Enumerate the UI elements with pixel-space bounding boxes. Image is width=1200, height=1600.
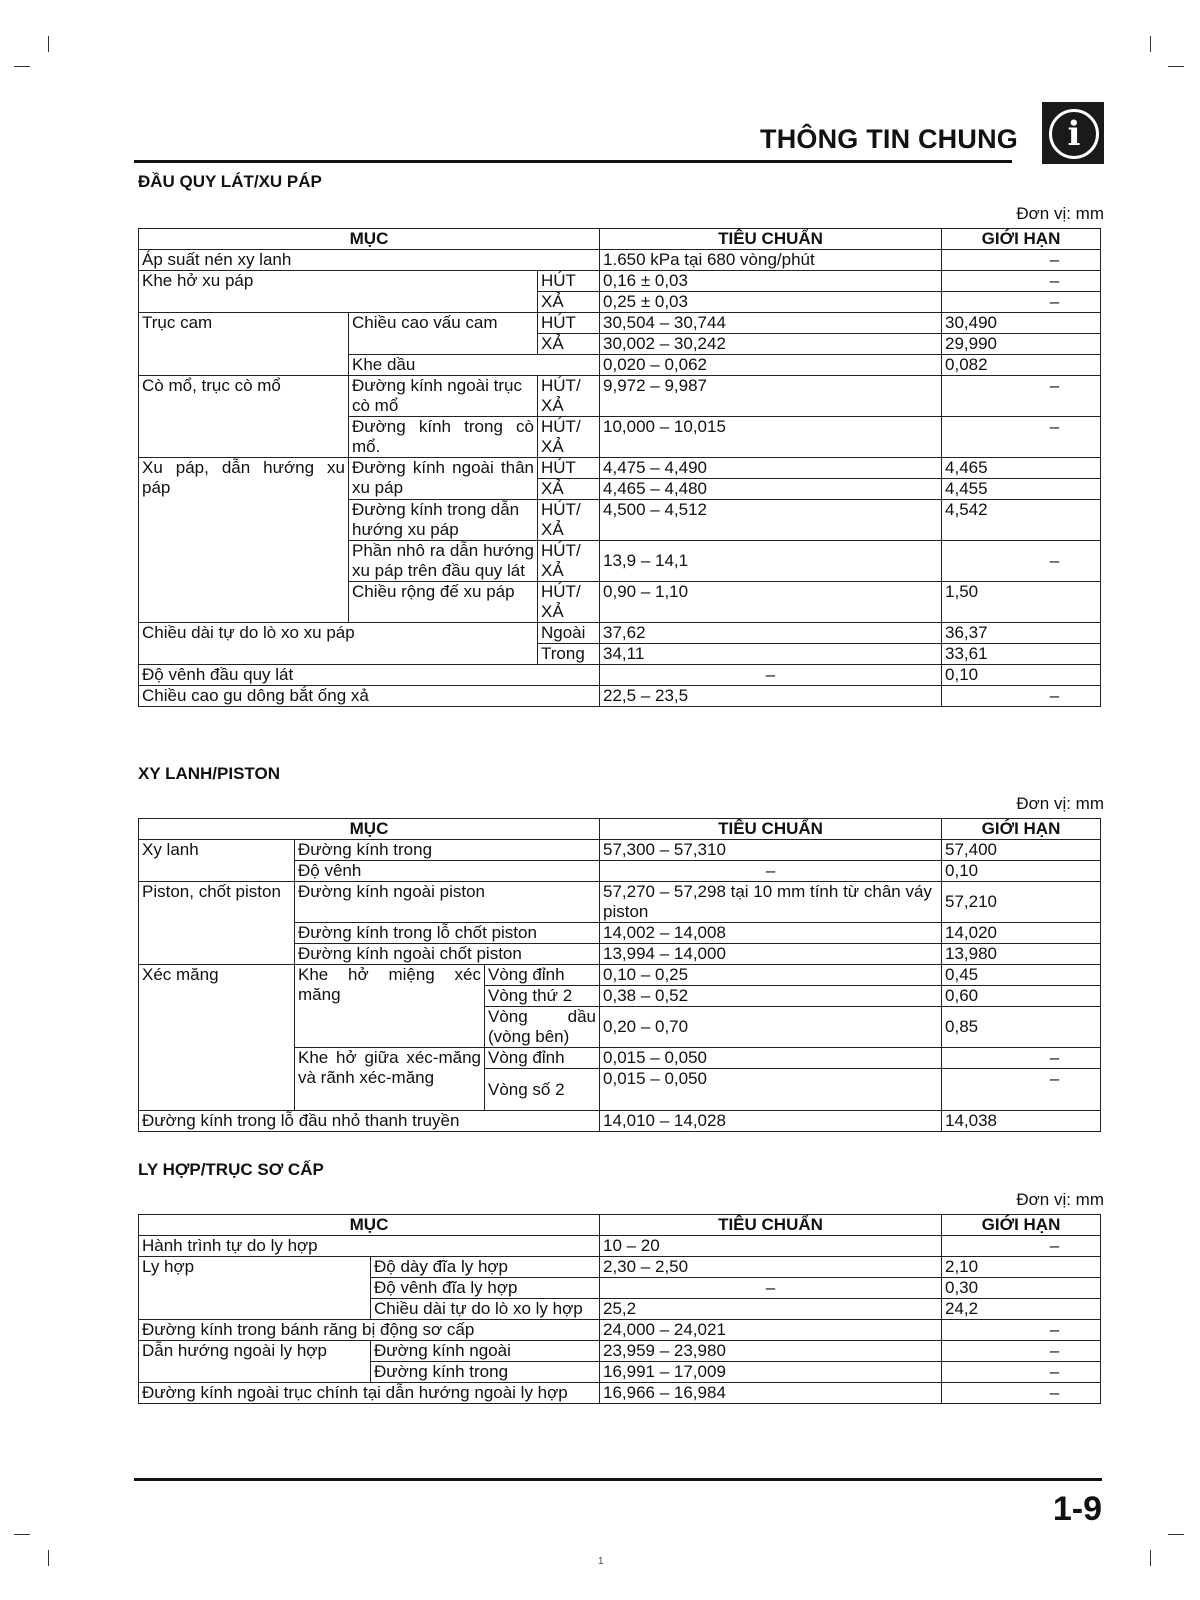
cell-limit: 36,37 [942,623,1101,644]
clutch-table [138,1214,1101,1404]
cell-standard: 0,015 – 0,050 [600,1069,942,1111]
cell-limit: 0,45 [942,965,1101,986]
cell-limit: 14,038 [942,1111,1101,1132]
cell-limit: 0,85 [942,1007,1101,1048]
cell-limit: – [942,541,1101,582]
cell-limit: 29,990 [942,334,1101,355]
table-row [139,623,1101,644]
col-header-standard: TIÊU CHUẨN [600,1215,942,1236]
col-header-limit: GIỚI HẠN [942,1215,1101,1236]
cell-standard: 10 – 20 [600,1236,942,1257]
col-header-item: MỤC [139,1215,600,1236]
cell-standard: 34,11 [600,644,942,665]
page-header-title: THÔNG TIN CHUNG [760,124,1018,154]
table-row [139,686,1101,707]
cell-ring: Vòng đỉnh [485,965,600,986]
cell-item: Piston, chốt piston [139,882,295,965]
cell-item: Độ vênh đầu quy lát [139,665,600,686]
cell-item: Chiều cao gu dông bắt ống xả [139,686,600,707]
cell-subitem: Đường kính ngoài [371,1341,600,1362]
cell-limit: 13,980 [942,944,1101,965]
cell-limit: 57,400 [942,840,1101,861]
table-row [139,250,1101,271]
cell-standard: 14,010 – 14,028 [600,1111,942,1132]
cell-side: Trong [538,644,600,665]
cell-standard: 9,972 – 9,987 [600,376,942,417]
cell-limit: 4,542 [942,500,1101,541]
crop-mark [48,1550,49,1566]
cell-standard: 57,270 – 57,298 tại 10 mm tính từ chân váy piston [600,882,942,923]
cell-standard: 0,015 – 0,050 [600,1048,942,1069]
cylinder-head-table [138,228,1101,707]
cell-limit: – [942,417,1101,458]
cell-subitem: Khe hở giữa xéc-măng và rãnh xéc-măng [295,1048,485,1111]
crop-mark [48,36,49,52]
cell-standard: – [600,861,942,882]
cell-subitem: Độ dày đĩa ly hợp [371,1257,600,1278]
cell-limit: – [942,1048,1101,1069]
cell-ring: Vòng dầu (vòng bên) [485,1007,600,1048]
cylinder-piston-table [138,818,1101,1132]
crop-mark [1150,36,1151,52]
cell-intake-exhaust: HÚT/ XẢ [538,582,600,623]
page-number: 1-9 [1052,1490,1102,1528]
cell-limit: – [942,292,1101,313]
cell-limit: 14,020 [942,923,1101,944]
cell-ring: Vòng đỉnh [485,1048,600,1069]
cell-subitem: Đường kính trong cò mổ. [349,417,538,458]
table-row [139,458,1101,479]
cell-exhaust: XẢ [538,292,600,313]
table-row [139,313,1101,334]
unit-label: Đơn vị: mm [1016,204,1104,223]
cell-item: Ly hợp [139,1257,371,1320]
table-row [139,1341,1101,1362]
info-icon: i [1042,102,1104,164]
cell-subitem: Độ vênh đĩa ly hợp [371,1278,600,1299]
section-title-cylinder-head: ĐẦU QUY LÁT/XU PÁP [138,172,322,191]
cell-standard: 57,300 – 57,310 [600,840,942,861]
table-row [139,665,1101,686]
cell-standard: 13,9 – 14,1 [600,541,942,582]
table-row [139,1257,1101,1278]
col-header-limit: GIỚI HẠN [942,229,1101,250]
unit-label: Đơn vị: mm [1016,1190,1104,1209]
cell-limit: 0,10 [942,665,1101,686]
cell-limit: 30,490 [942,313,1101,334]
table-row [139,1111,1101,1132]
cell-limit: 0,082 [942,355,1101,376]
cell-subitem: Đường kính trong [371,1362,600,1383]
cell-item: Đường kính trong bánh răng bị động sơ cấp [139,1320,600,1341]
table-header-row [139,819,1101,840]
cell-subitem: Đường kính ngoài trục cò mổ [349,376,538,417]
cell-standard: 30,504 – 30,744 [600,313,942,334]
cell-limit: – [942,250,1101,271]
cell-item: Đường kính ngoài trục chính tại dẫn hướng ngoài ly hợp [139,1383,600,1404]
cell-limit: 0,30 [942,1278,1101,1299]
table-header-row [139,1215,1101,1236]
cell-intake-exhaust: HÚT/ XẢ [538,417,600,458]
cell-standard: 16,991 – 17,009 [600,1362,942,1383]
cell-item: Chiều dài tự do lò xo xu páp [139,623,538,665]
cell-item: Hành trình tự do ly hợp [139,1236,600,1257]
table-row [139,840,1101,861]
cell-standard: – [600,1278,942,1299]
cell-intake: HÚT [538,313,600,334]
cell-standard: – [600,665,942,686]
cell-standard: 0,020 – 0,062 [600,355,942,376]
cell-subitem: Đường kính trong lỗ chốt piston [295,923,600,944]
table-row [139,882,1101,923]
cell-limit: – [942,1236,1101,1257]
cell-standard: 10,000 – 10,015 [600,417,942,458]
cell-standard: 1.650 kPa tại 680 vòng/phút [600,250,942,271]
crop-mark [1168,66,1184,67]
cell-subitem: Đường kính ngoài chốt piston [295,944,600,965]
cell-limit: 33,61 [942,644,1101,665]
cell-subitem: Chiều dài tự do lò xo ly hợp [371,1299,600,1320]
cell-limit: 4,455 [942,479,1101,500]
cell-subitem: Khe hở miệng xéc măng [295,965,485,1048]
cell-limit: – [942,686,1101,707]
cell-item: Xu páp, dẫn hướng xu páp [139,458,349,623]
cell-item: Dẫn hướng ngoài ly hợp [139,1341,371,1383]
cell-standard: 14,002 – 14,008 [600,923,942,944]
cell-limit: – [942,1362,1101,1383]
cell-item: Khe hở xu páp [139,271,538,313]
crop-mark [14,66,30,67]
cell-subitem: Đường kính ngoài piston [295,882,600,923]
cell-standard: 16,966 – 16,984 [600,1383,942,1404]
cell-limit: 4,465 [942,458,1101,479]
col-header-item: MỤC [139,819,600,840]
footer-mark: 1 [598,1556,604,1567]
cell-standard: 4,500 – 4,512 [600,500,942,541]
cell-subitem: Phần nhô ra dẫn hướng xu páp trên đầu quy lát [349,541,538,582]
cell-subitem: Khe dầu [349,355,600,376]
col-header-item: MỤC [139,229,600,250]
cell-exhaust: XẢ [538,479,600,500]
cell-intake: HÚT [538,458,600,479]
table-header-row [139,229,1101,250]
col-header-standard: TIÊU CHUẨN [600,819,942,840]
cell-subitem: Độ vênh [295,861,600,882]
cell-ring: Vòng số 2 [485,1069,600,1111]
cell-standard: 0,38 – 0,52 [600,986,942,1007]
cell-limit: 57,210 [942,882,1101,923]
cell-limit: 1,50 [942,582,1101,623]
table-row [139,1320,1101,1341]
section-title-clutch: LY HỢP/TRỤC SƠ CẤP [138,1160,324,1179]
cell-standard: 22,5 – 23,5 [600,686,942,707]
cell-exhaust: XẢ [538,334,600,355]
cell-limit: – [942,271,1101,292]
section-title-cylinder-piston: XY LANH/PISTON [138,764,281,783]
cell-ring: Vòng thứ 2 [485,986,600,1007]
cell-standard: 4,465 – 4,480 [600,479,942,500]
cell-intake: HÚT [538,271,600,292]
crop-mark [1168,1534,1184,1535]
cell-standard: 0,90 – 1,10 [600,582,942,623]
cell-standard: 4,475 – 4,490 [600,458,942,479]
cell-limit: – [942,376,1101,417]
cell-limit: 24,2 [942,1299,1101,1320]
table-row [139,1236,1101,1257]
unit-label: Đơn vị: mm [1016,794,1104,813]
cell-standard: 0,16 ± 0,03 [600,271,942,292]
header-rule [134,160,1012,163]
cell-standard: 30,002 – 30,242 [600,334,942,355]
cell-limit: – [942,1341,1101,1362]
table-row [139,376,1101,417]
cell-limit: 0,60 [942,986,1101,1007]
table-row [139,271,1101,292]
crop-mark [14,1534,30,1535]
table-row [139,965,1101,986]
cell-standard: 13,994 – 14,000 [600,944,942,965]
cell-intake-exhaust: HÚT/ XẢ [538,541,600,582]
cell-standard: 0,10 – 0,25 [600,965,942,986]
col-header-standard: TIÊU CHUẨN [600,229,942,250]
cell-item: Đường kính trong lỗ đầu nhỏ thanh truyền [139,1111,600,1132]
cell-subitem: Đường kính trong [295,840,600,861]
table-row [139,1383,1101,1404]
cell-item: Cò mổ, trục cò mổ [139,376,349,458]
cell-item: Trục cam [139,313,349,376]
cell-standard: 24,000 – 24,021 [600,1320,942,1341]
cell-subitem: Chiều cao vấu cam [349,313,538,355]
cell-standard: 37,62 [600,623,942,644]
cell-limit: – [942,1383,1101,1404]
crop-mark [1150,1550,1151,1566]
cell-item: Xy lanh [139,840,295,882]
cell-limit: – [942,1320,1101,1341]
cell-standard: 2,30 – 2,50 [600,1257,942,1278]
cell-subitem: Chiều rộng đế xu páp [349,582,538,623]
cell-item: Áp suất nén xy lanh [139,250,600,271]
col-header-limit: GIỚI HẠN [942,819,1101,840]
cell-item: Xéc măng [139,965,295,1111]
cell-limit: 2,10 [942,1257,1101,1278]
cell-limit: 0,10 [942,861,1101,882]
cell-subitem: Đường kính trong dẫn hướng xu páp [349,500,538,541]
cell-standard: 0,25 ± 0,03 [600,292,942,313]
cell-intake-exhaust: HÚT/ XẢ [538,500,600,541]
cell-standard: 23,959 – 23,980 [600,1341,942,1362]
cell-side: Ngoài [538,623,600,644]
footer-rule [134,1478,1102,1481]
cell-standard: 25,2 [600,1299,942,1320]
cell-intake-exhaust: HÚT/ XẢ [538,376,600,417]
cell-standard: 0,20 – 0,70 [600,1007,942,1048]
cell-subitem: Đường kính ngoài thân xu páp [349,458,538,500]
cell-limit: – [942,1069,1101,1111]
